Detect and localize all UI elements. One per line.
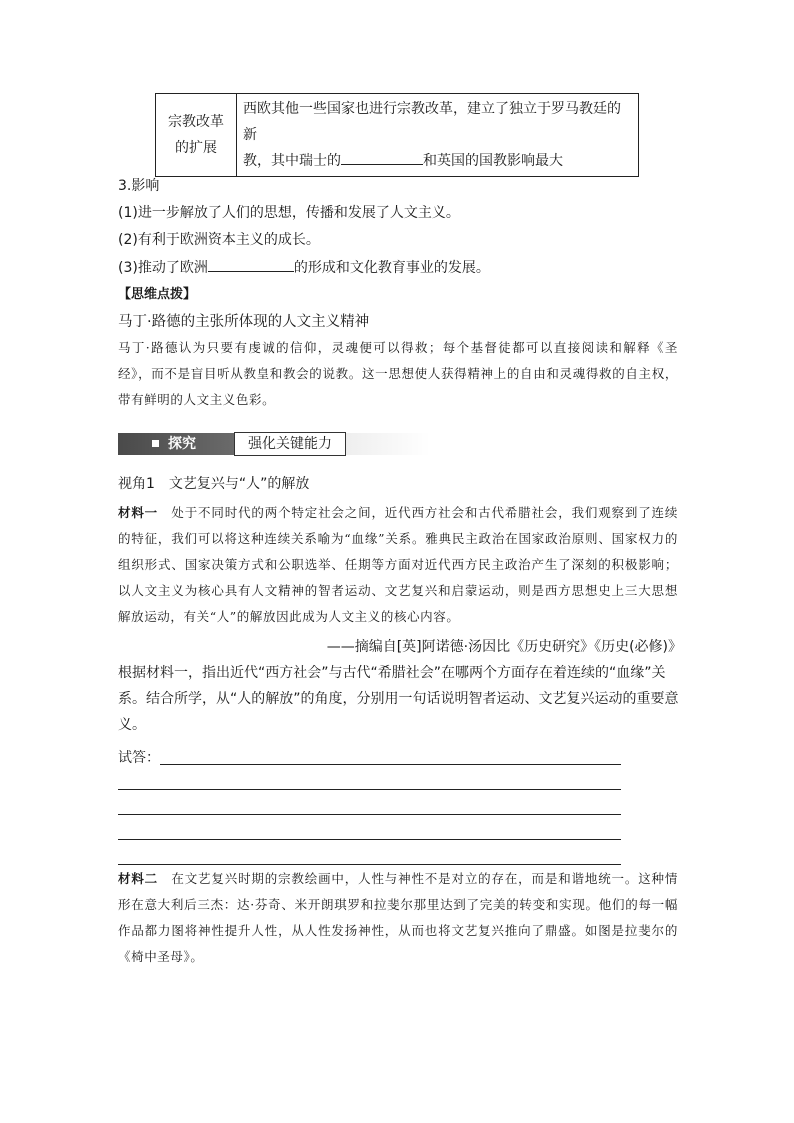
material-1-body: 处于不同时代的两个特定社会之间，近代西方社会和古代希腊社会，我们观察到了连续的特征，我们可以将这种连续关系喻为“血缘”关系。雅典民主政治在国家政治原则、国家权力的组织形式、国家决策方式和公职选举、任期等方面对近代西方民主政治产生了深刻的积极影响；以人文主义为核心具有人文精神的智者运动、文艺复兴和启蒙运动，则是西方思想史上三大思想解放运动，有关“人”的解放因此成为人文主义的核心内容。 [118, 505, 678, 624]
table-label-cell [156, 94, 237, 177]
answer-line[interactable] [118, 864, 621, 865]
influence-heading: 3.影响 [118, 178, 160, 194]
influence-item-3 [118, 257, 490, 278]
material-1-source: ——摘编自[英]阿诺德·汤因比《历史研究》《历史(必修)》 [326, 639, 682, 655]
table-text-line1: 西欧其他一些国家也进行宗教改革，建立了独立于罗马教廷的新 [243, 101, 621, 143]
answer-line[interactable] [118, 814, 621, 815]
table-text-part-a: 教，其中瑞士的 [243, 153, 341, 169]
square-bullet-icon [152, 440, 159, 447]
question-text: 根据材料一，指出近代“西方社会”与古代“希腊社会”在哪两个方面存在着连续的“血缘”关系。结合所学，从“人的解放”的角度，分别用一句话说明智者运动、文艺复兴运动的重要意义。 [118, 665, 679, 733]
table-label-line2: 的扩展 [175, 140, 217, 156]
answer-label: 试答： [118, 750, 160, 766]
table-text-line2 [243, 148, 634, 174]
angle-title: 视角1 文艺复兴与“人”的解放 [118, 476, 310, 492]
answer-line[interactable] [118, 789, 621, 790]
material-2 [118, 866, 678, 970]
thinking-tag: 【思维点拨】 [118, 287, 197, 302]
influence-item-3-part-a: (3)推动了欧洲 [118, 260, 208, 276]
material-1-label: 材料一 [118, 505, 159, 520]
material-2-body: 在文艺复兴时期的宗教绘画中，人性与神性不是对立的存在，而是和谐地统一。这种情形在意大利后三杰：达·芬奇、米开朗琪罗和拉斐尔那里达到了完美的转变和实现。他们的每一幅作品都力图将神性提升人性，从人性发扬神性，从而也将文艺复兴推向了鼎盛。如图是拉斐尔的《椅中圣母》。 [118, 871, 678, 964]
influence-item-1: (1)进一步解放了人们的思想，传播和发展了人文主义。 [118, 205, 460, 221]
answer-line[interactable] [118, 839, 621, 840]
fill-blank[interactable] [208, 257, 294, 272]
section-banner [118, 431, 430, 457]
material-1 [118, 500, 678, 630]
table-label-line1: 宗教改革 [168, 114, 224, 130]
reform-table [155, 93, 639, 177]
influence-item-3-part-b: 的形成和文化教育事业的发展。 [293, 260, 490, 276]
table-text-part-b: 和英国的国教影响最大 [423, 153, 563, 169]
banner-title: 探究 [168, 436, 196, 452]
banner-subtitle: 强化关键能力 [234, 432, 346, 456]
influence-item-2: (2)有利于欧洲资本主义的成长。 [118, 232, 320, 248]
table-content-cell [237, 94, 639, 177]
table-row [156, 94, 639, 177]
answer-line[interactable] [160, 764, 621, 765]
thinking-title: 马丁·路德的主张所体现的人文主义精神 [118, 314, 370, 330]
fill-blank[interactable] [341, 150, 423, 165]
material-2-label: 材料二 [118, 871, 159, 886]
thinking-body: 马丁·路德认为只要有虔诚的信仰，灵魂便可以得救；每个基督徒都可以直接阅读和解释《圣经》，而不是盲目听从教皇和教会的说教。这一思想使人获得精神上的自由和灵魂得救的自主权，带有鲜明的人文主义色彩。 [118, 340, 678, 407]
